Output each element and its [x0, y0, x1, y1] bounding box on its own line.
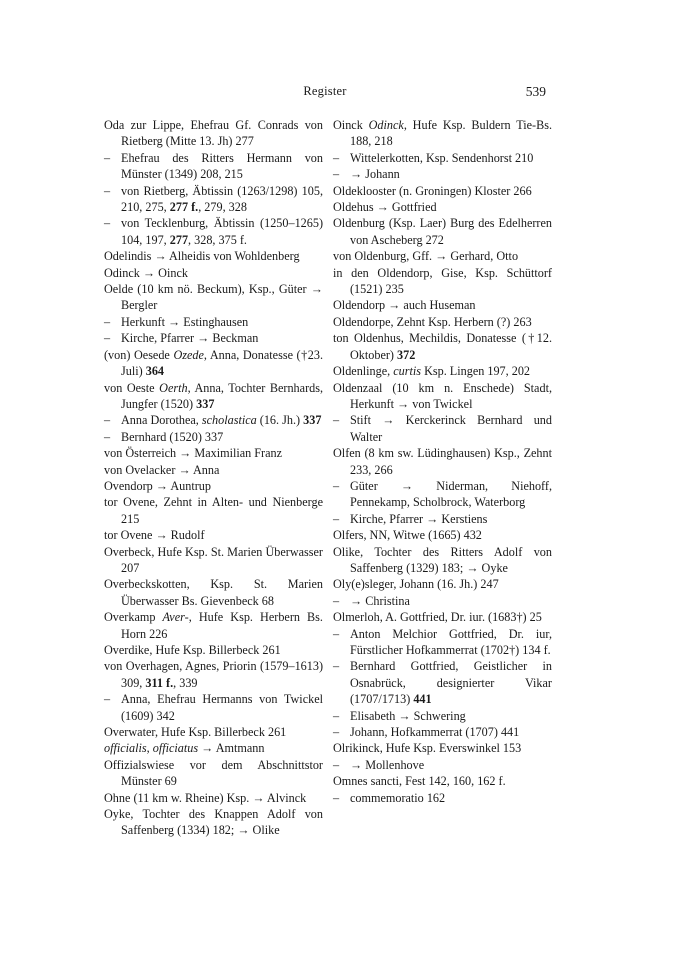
- index-entry-text: Oldenlinge, curtis Ksp. Lingen 197, 202: [333, 364, 531, 379]
- index-entry-text: Overbeckskotten, Ksp. St. Marien Überwasser Bs. Gievenbeck 68: [104, 577, 323, 608]
- index-entry-text: Oinck Odinck, Hufe Ksp. Buldern Tie-Bs. 188, 218: [333, 118, 552, 149]
- index-entry-text: von Overhagen, Agnes, Priorin (1579–1613) 309, 311 f., 339: [104, 659, 323, 690]
- index-entry-text: Overdike, Hufe Ksp. Billerbeck 261: [104, 643, 281, 657]
- subentry-dash: –: [333, 659, 340, 674]
- index-entry-text: von Rietberg, Äbtissin (1263/1298) 105, 210, 275, 277 f., 279, 328: [121, 183, 323, 215]
- subentry-dash: –: [104, 314, 111, 329]
- index-column-left: [104, 117, 323, 839]
- index-subentry: [333, 412, 552, 445]
- index-entry: [333, 544, 552, 577]
- index-entry-text: Anna, Ehefrau Hermanns von Twickel (1609) 342: [121, 692, 323, 723]
- index-entry: [104, 724, 323, 740]
- index-entry-text: von Ovelacker → Anna: [104, 462, 220, 477]
- index-entry-text: Olmerloh, A. Gottfried, Dr. iur. (1683†) 25: [333, 610, 542, 625]
- index-entry: [104, 740, 323, 756]
- index-entry: [333, 773, 552, 789]
- index-entry-text: ton Oldenhus, Mechildis, Donatesse (†12. Oktober) 372: [333, 331, 552, 362]
- index-entry: [104, 117, 323, 150]
- index-entry-text: Odinck → Oinck: [104, 265, 188, 280]
- index-entry-text: (von) Oesede Ozede, Anna, Donatesse (†23. Juli) 364: [104, 347, 324, 379]
- subentry-dash: –: [104, 429, 111, 444]
- index-entry: [333, 297, 552, 313]
- running-title: Register: [303, 84, 347, 98]
- index-entry: [104, 462, 323, 478]
- subentry-dash: –: [333, 708, 340, 723]
- index-entry-text: Ehefrau des Ritters Hermann von Münster (1349) 208, 215: [121, 150, 323, 182]
- index-entry-text: tor Ovene → Rudolf: [104, 528, 205, 543]
- index-entry-text: Oldehus → Gottfried: [333, 200, 437, 215]
- index-subentry: [333, 511, 552, 527]
- index-entry-text: Bernhard (1520) 337: [121, 429, 224, 444]
- index-entry-text: Overkamp Aver-, Hufe Ksp. Herbern Bs. Horn 226: [104, 610, 323, 641]
- index-entry-text: Overwater, Hufe Ksp. Billerbeck 261: [104, 725, 287, 740]
- index-entry-text: von Tecklenburg, Äbtissin (1250–1265) 104, 197, 277, 328, 375 f.: [121, 216, 323, 247]
- index-entry: [333, 248, 552, 264]
- index-entry-text: Odelindis → Alheidis von Wohldenberg: [104, 249, 300, 264]
- index-entry: [104, 757, 323, 790]
- index-entry: [104, 281, 323, 314]
- index-entry-text: Oldendorp → auch Huseman: [333, 298, 476, 313]
- index-subentry: [333, 757, 552, 773]
- index-entry-text: Oyke, Tochter des Knappen Adolf von Saffenberg (1334) 182; → Olike: [104, 807, 323, 838]
- index-entry: [333, 380, 552, 413]
- index-entry-text: Anton Melchior Gottfried, Dr. iur, Fürstlicher Hofkammerrat (1702†) 134 f.: [350, 626, 552, 657]
- subentry-dash: –: [104, 183, 111, 198]
- index-subentry: [333, 593, 552, 609]
- index-entry: [104, 478, 323, 494]
- index-entry-text: Ohne (11 km w. Rheine) Ksp. → Alvinck: [104, 790, 307, 805]
- index-entry: [333, 609, 552, 625]
- index-entry-text: → Christina: [350, 593, 410, 608]
- index-entry-text: Oldenburg (Ksp. Laer) Burg des Edelherren von Ascheberg 272: [333, 216, 552, 247]
- subentry-dash: –: [333, 511, 340, 526]
- index-entry-text: → Johann: [350, 167, 400, 182]
- index-subentry: [333, 790, 552, 806]
- index-entry: [104, 576, 323, 609]
- index-entry: [104, 265, 323, 281]
- index-entry: [104, 642, 323, 658]
- index-entry: [333, 330, 552, 363]
- index-entry: [104, 790, 323, 806]
- index-entry-text: Herkunft → Estinghausen: [121, 314, 249, 329]
- index-entry-text: Güter → Niderman, Niehoff, Pennekamp, Scholbrock, Waterborg: [350, 478, 552, 510]
- subentry-dash: –: [104, 216, 111, 231]
- index-subentry: [104, 314, 323, 330]
- index-entry-text: von Oeste Oerth, Anna, Tochter Bernhards, Jungfer (1520) 337: [104, 380, 324, 411]
- subentry-dash: –: [333, 150, 340, 165]
- subentry-dash: –: [333, 626, 340, 641]
- index-entry-text: tor Ovene, Zehnt in Alten- und Nienberge 215: [104, 495, 323, 526]
- index-entry: [333, 183, 552, 199]
- index-entry: [104, 347, 323, 380]
- subentry-dash: –: [104, 692, 111, 707]
- subentry-dash: –: [333, 413, 340, 428]
- subentry-dash: –: [104, 331, 111, 346]
- index-subentry: [333, 626, 552, 659]
- index-entry: [333, 576, 552, 592]
- index-entry-text: Oda zur Lippe, Ehefrau Gf. Conrads von Rietberg (Mitte 13. Jh) 277: [104, 118, 323, 149]
- index-subentry: [333, 150, 552, 166]
- index-entry-text: in den Oldendorp, Gise, Ksp. Schüttorf (1521) 235: [333, 265, 552, 297]
- index-entry: [333, 314, 552, 330]
- index-entry-text: Oldeklooster (n. Groningen) Kloster 266: [333, 183, 532, 198]
- index-subentry: [104, 215, 323, 248]
- index-entry-text: Olfen (8 km sw. Lüdinghausen) Ksp., Zehnt 233, 266: [333, 446, 552, 477]
- index-entry-text: Overbeck, Hufe Ksp. St. Marien Überwasser 207: [104, 544, 323, 575]
- index-subentry: [104, 330, 323, 346]
- index-entry-text: Olfers, NN, Witwe (1665) 432: [333, 528, 482, 543]
- index-entry-text: Oldendorpe, Zehnt Ksp. Herbern (?) 263: [333, 314, 532, 329]
- index-entry: [333, 740, 552, 756]
- index-entry-text: Olrikinck, Hufe Ksp. Everswinkel 153: [333, 741, 522, 756]
- index-entry-text: Elisabeth → Schwering: [350, 708, 466, 723]
- index-entry: [104, 248, 323, 264]
- index-entry: [104, 445, 323, 461]
- index-entry-text: Oldenzaal (10 km n. Enschede) Stadt, Herkunft → von Twickel: [333, 380, 552, 411]
- index-entry-text: Johann, Hofkammerrat (1707) 441: [350, 725, 520, 740]
- index-entry-text: Stift → Kerckerinck Bernhard und Walter: [350, 413, 552, 444]
- subentry-dash: –: [333, 478, 340, 493]
- subentry-dash: –: [333, 167, 340, 182]
- index-entry-text: Bernhard Gottfried, Geistlicher in Osnabrück, designierter Vikar (1707/1713) 441: [350, 659, 552, 707]
- index-entry-text: Wittelerkotten, Ksp. Sendenhorst 210: [350, 150, 534, 165]
- index-subentry: [104, 429, 323, 445]
- index-subentry: [333, 724, 552, 740]
- page-header: [104, 84, 546, 104]
- index-entry-text: Oelde (10 km nö. Beckum), Ksp., Güter → Bergler: [104, 282, 323, 313]
- index-entry: [333, 215, 552, 248]
- index-subentry: [104, 183, 323, 216]
- index-entry-text: commemoratio 162: [350, 790, 446, 805]
- index-entry: [333, 199, 552, 215]
- index-entry-text: Ovendorp → Auntrup: [104, 478, 211, 493]
- subentry-dash: –: [333, 593, 340, 608]
- index-entry-text: Olike, Tochter des Ritters Adolf von Saffenberg (1329) 183; → Oyke: [333, 544, 552, 575]
- subentry-dash: –: [333, 790, 340, 805]
- index-entry-text: Kirche, Pfarrer → Beckman: [121, 331, 259, 346]
- index-entry: [104, 380, 323, 413]
- subentry-dash: –: [333, 757, 340, 772]
- index-entry-text: von Österreich → Maximilian Franz: [104, 446, 283, 461]
- index-subentry: [333, 658, 552, 707]
- subentry-dash: –: [104, 413, 111, 428]
- index-entry-text: Oly(e)sleger, Johann (16. Jh.) 247: [333, 577, 499, 592]
- index-subentry: [333, 478, 552, 511]
- index-subentry: [333, 708, 552, 724]
- index-entry: [333, 445, 552, 478]
- page-number: 539: [525, 84, 546, 99]
- subentry-dash: –: [333, 725, 340, 740]
- index-entry-text: Anna Dorothea, scholastica (16. Jh.) 337: [121, 413, 322, 428]
- index-entry-text: Kirche, Pfarrer → Kerstiens: [350, 511, 488, 526]
- index-entry: [333, 265, 552, 298]
- index-subentry: [104, 691, 323, 724]
- index-subentry: [104, 412, 323, 428]
- index-subentry: [333, 166, 552, 182]
- index-entry: [333, 363, 552, 379]
- index-subentry: [104, 150, 323, 183]
- subentry-dash: –: [104, 150, 111, 165]
- index-entry-text: → Mollenhove: [350, 757, 425, 772]
- index-entry-text: officialis, officiatus → Amtmann: [104, 741, 265, 756]
- index-entry: [104, 527, 323, 543]
- index-entry: [104, 544, 323, 577]
- index-entry: [333, 117, 552, 150]
- index-entry-text: Omnes sancti, Fest 142, 160, 162 f.: [333, 774, 506, 789]
- index-entry: [104, 658, 323, 691]
- index-entry: [104, 806, 323, 839]
- index-column-right: [333, 117, 552, 806]
- index-entry: [104, 609, 323, 642]
- index-entry: [104, 494, 323, 527]
- index-entry-text: von Oldenburg, Gff. → Gerhard, Otto: [333, 249, 519, 264]
- index-entry: [333, 527, 552, 543]
- index-entry-text: Offizialswiese vor dem Abschnittstor Münster 69: [104, 757, 323, 789]
